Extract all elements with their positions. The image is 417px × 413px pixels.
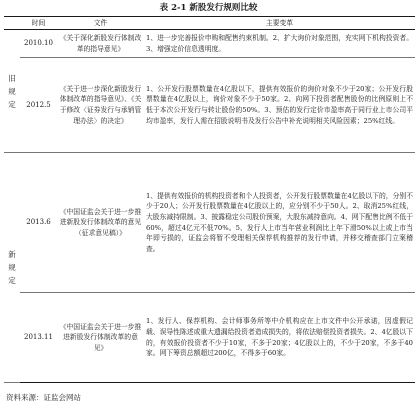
header-time: 时间 bbox=[20, 17, 57, 30]
row-document: 《中国证监会关于进一步推进新股发行体制改革的意见》 bbox=[57, 293, 144, 383]
table-title: 表 2-1 新股发行规则比较 bbox=[159, 3, 258, 13]
table-row bbox=[4, 30, 415, 58]
row-time: 2012.5 bbox=[20, 58, 57, 153]
row-changes: 1、发行人、保荐机构、会计师事务所等中介机构应在上市文件中公开承诺，因虚假记载、误导性陈述或重大遗漏给投资者造成损失的，将依法赔偿投资者损失。2、4亿股以下的，有效报价投资者不少于10家，不多于20家；4亿股以上的，不少于20家，不多于40家。网下筹资总额超过200亿，不得多于60家。 bbox=[144, 293, 415, 383]
row-changes: 1、公开发行股票数量在4亿股以下，提供有效报价的询价对象不少于20家；公开发行股票数量在4亿股以上，询价对象不少于50家。2、向网下投资者配售股份的比例原则上不低于本次公开发行与转让股份的50%。3、预估的发行定价市盈率高于同行业上市公司平均市盈率，发行人需在招股说明书及发行公告中补充说明相关风险因素；25%红线。 bbox=[144, 58, 415, 153]
table-row bbox=[4, 58, 415, 153]
header-document: 文件 bbox=[57, 17, 144, 30]
period-label-old: 旧 规 定 bbox=[4, 30, 20, 153]
period-label-new: 新 规 定 bbox=[4, 153, 20, 383]
source-note: 资料来源：证监会网站 bbox=[6, 393, 81, 402]
row-document: 《中国证监会关于进一步推进新股发行体制改革的意见（征求意见稿）》 bbox=[57, 153, 144, 293]
row-changes: 1、进一步完善报价申购和配售约束机制。2、扩大询价对象范围，充实网下机构投资者。3、增强定价信息透明度。 bbox=[144, 30, 415, 58]
header-row bbox=[4, 17, 415, 30]
table-row bbox=[4, 153, 415, 293]
table-row bbox=[4, 293, 415, 383]
row-document: 《关于进一步深化新股发行体制改革的指导意见》、《关于修改〈证券发行与承销管理办法〉的决定》 bbox=[57, 58, 144, 153]
row-changes: 1、提供有效报价的机构投资者和个人投资者，公开发行股票数量在4亿股以下的，分别不少于20人；公开发行股票数量在4亿股以上的，应分别不少于50人。2、取消25%红线，大股东减持限制。3、披露稳定公司股价预案，大股东减持意向。4、网下配售比例不低于60%，超过4亿元不低70%。5、发行人上市当年营业利润比上年下滑50%以上或上市当年即亏损的，证监会将暂不受理相关保荐机构推荐的发行申请，并移交稽查部门立案稽查。 bbox=[144, 153, 415, 293]
row-time: 2013.11 bbox=[20, 293, 57, 383]
row-time: 2010.10 bbox=[20, 30, 57, 58]
row-time: 2013.6 bbox=[20, 153, 57, 293]
header-main-changes: 主要变革 bbox=[144, 17, 415, 30]
header-period bbox=[4, 17, 20, 30]
rules-comparison-table bbox=[4, 16, 415, 383]
row-document: 《关于深化新股发行体制改革的指导意见》 bbox=[57, 30, 144, 58]
